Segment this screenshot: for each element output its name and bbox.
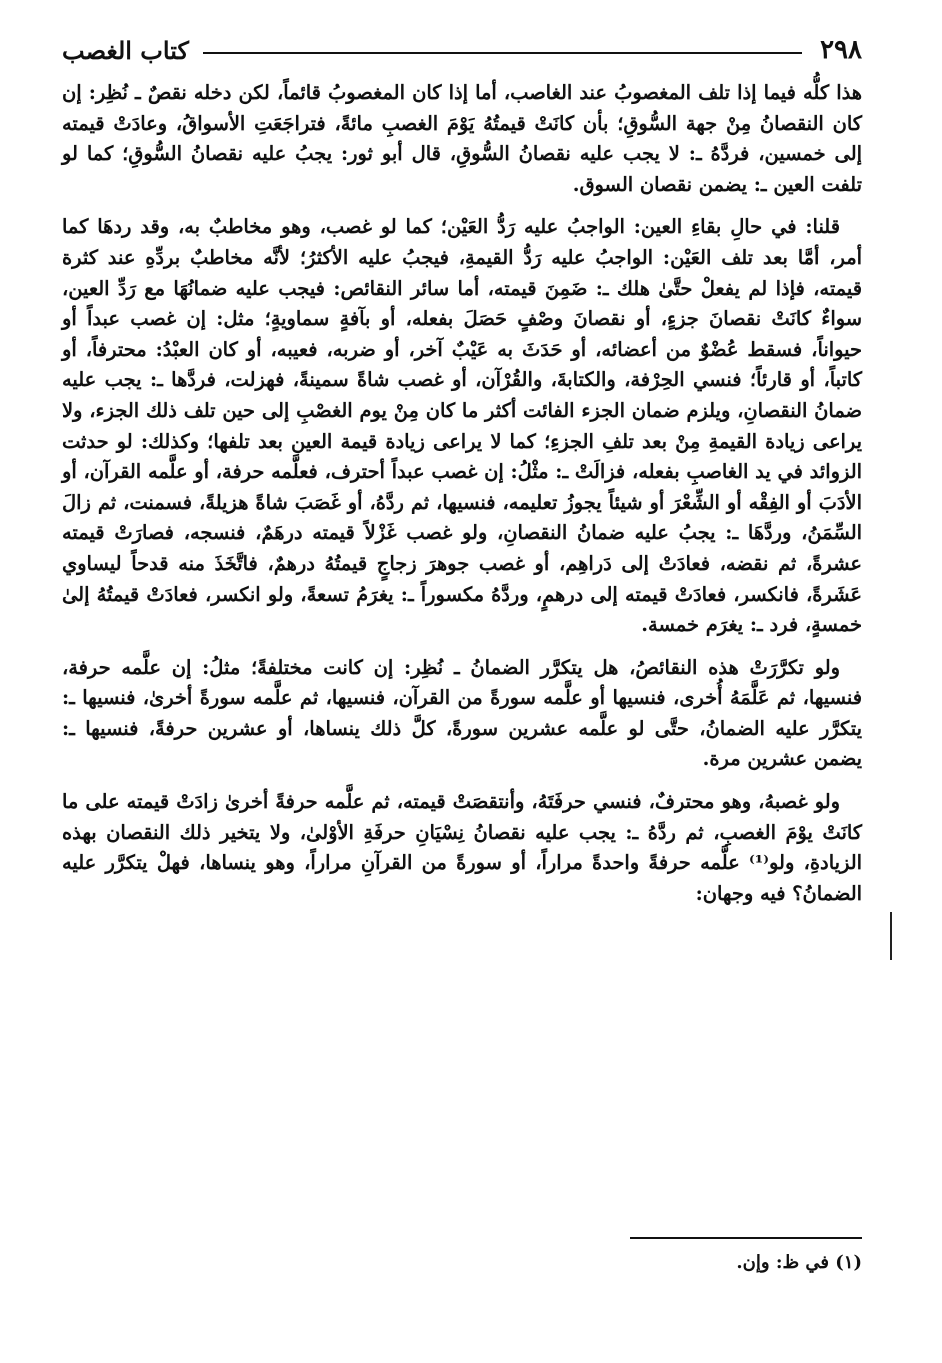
footnote: (١) في ظ: وإن. [736,1252,862,1273]
running-header [62,30,862,70]
paragraph: ولو غصبهُ، وهو محترفٌ، فنسي حرفَتَهُ، وأنتقصَتْ قيمته، ثم علَّمه حرفةً أخرىٰ زادَتْ قيمته على ما كانَتْ يوْمَ الغصبِ، ثم ردَّهُ ـ: يجب عليه نقصانُ نِسْيَانِ حرفَةِ الأوْلىٰ، ولا يتخير ذلك النقصان بهذه الزيادةِ، ولو⁽¹⁾ علَّمه حرفةً واحدةً مراراً، أو سورةً من القرآنِ مراراً، وهو ينساها، فهلْ يتكرَّر عليه الضمانُ؟ فيه وجهان: [62,790,862,905]
book-title: كتاب الغصب [62,35,189,65]
paragraph: ولو تكرَّرَتْ هذه النقائصُ، هل يتكرَّر الضمانُ ـ نُظِر: إن كانت مختلفةً؛ مثلُ: إن علَّمه حرفة، فنسيها، ثم عَلَّمَهُ أُخرى، فنسيها أو علَّمه سورةً من القرآن، فنسيها، ثم علَّمه سورةً أخرىٰ، فنسيها ـ: يتكرَّر عليه الضمانُ، حتَّى لو علَّمه عشرين سورةً، كلَّ ذلك ينساها، أو عشرين حرفةً، فنسيها ـ: يضمن عشرين مرة. [62,655,862,771]
page-number: ٢٩٨ [820,35,862,65]
margin-mark [890,912,892,960]
paragraph: هذا كلُّه فيما إذا تلف المغصوبُ عند الغاصب، أما إذا كان المغصوبُ قائماً، لكن دخله نقصٌ ـ نُظِر: إن كان النقصانُ مِنْ جهة السُّوقِ؛ بأن كانَتْ قيمتُهُ يَوْمَ الغصبِ مائةً، فتراجَعَتِ الأسواقُ، وعادَتْ قيمته إلى خمسين، فردَّهُ ـ: لا يجب عليه نقصانُ السُّوقِ، قال أبو ثور: يجبُ عليه نقصانُ السُّوقِ؛ كما لو تلفت العين ـ: يضمن نقصان السوق. [62,81,862,196]
footnote-rule [630,1237,862,1239]
main-text [62,78,862,921]
header-rule [203,52,802,54]
paragraph: قلنا: في حالِ بقاءِ العين: الواجبُ عليه رَدُّ العَيْن؛ كما لو غصب، وهو مخاطبٌ به، وقد ردهَا كما أمر، أمَّا بعد تلف العَيْن: الواجبُ عليه رَدُّ القيمةِ، فيجبُ عليه الأكثرُ؛ لأنَّه مخاطبٌ بردِّهِ عند كثرة قيمته، فإذا لم يفعلْ حتَّىٰ هلك ـ: ضَمِنَ قيمته، أما سائر النقائص: فيجب عليه ضمانُهَا مع رَدِّ العين، سواءٌ كانَتْ نقصانَ جزءٍ، أو نقصانَ وصْفٍ حَصَلَ بفعله، أو بآفةٍ سماويةٍ؛ مثل: إن غصب عبداً أو حيواناً، فسقط عُضْوٌ من أعضائه، أو حَدَثَ به عَيْبٌ آخر، أو ضربه، فعيبه، أو كان العبْدُ: محترفاً، أو كاتباً، أو قارئاً؛ فنسي الحِرْفة، والكتابةَ، والقُرْآن، أو غصب شاةً سمينةً، فهزلت، فردَّها ـ: يجب عليه ضمانُ النقصانِ، ويلزم ضمان الجزء الفائت أكثر ما كان مِنْ يوم الغصْبِ إلى حين تلف ذلك الجزء، ولا يراعى زيادة القيمةِ مِنْ بعد تلفِ الجزءِ؛ كما لا يراعى زيادة قيمة العين بعد تلفها؛ وكذلك: لو حدثت الزوائد في يد الغاصبِ بفعله، فزالَتْ ـ: مثْلُ: إن غصب عبداً أحترف، فعلَّمه حرفة، أو علَّمه القرآن، أو الأدَبَ أو الفِقْه أو الشِّعْرَ أو شيئاً يجوزُ تعليمه، فنسيها، ثم ردَّهُ، أو غَصَبَ شاةً هزيلةً، فسمنت، ثم زالَ السِّمَنُ، وردَّهَا ـ: يجبُ عليه ضمانُ النقصانِ، ولو غصب غَزْلاً قيمته درهَمٌ، فنسجه، فصارَتْ قيمته عشرةً، ثم نقضه، فعادَتْ إلى دَراهِم، أو غصب جوهرَ زجاجٍ قيمتُهُ درهمٌ، فاتَّخَذَ منه قدحاً ليساوي عَشَرةً، فانكسر، فعادَتْ قيمته إلى درهمٍ، وردَّهُ مكسوراً ـ: يغرَمُ تسعةً، ولو انكسر، فعادَتْ قيمتُهُ إلىٰ خمسةٍ، فرد ـ: يغرَم خمسة. [62,215,862,637]
